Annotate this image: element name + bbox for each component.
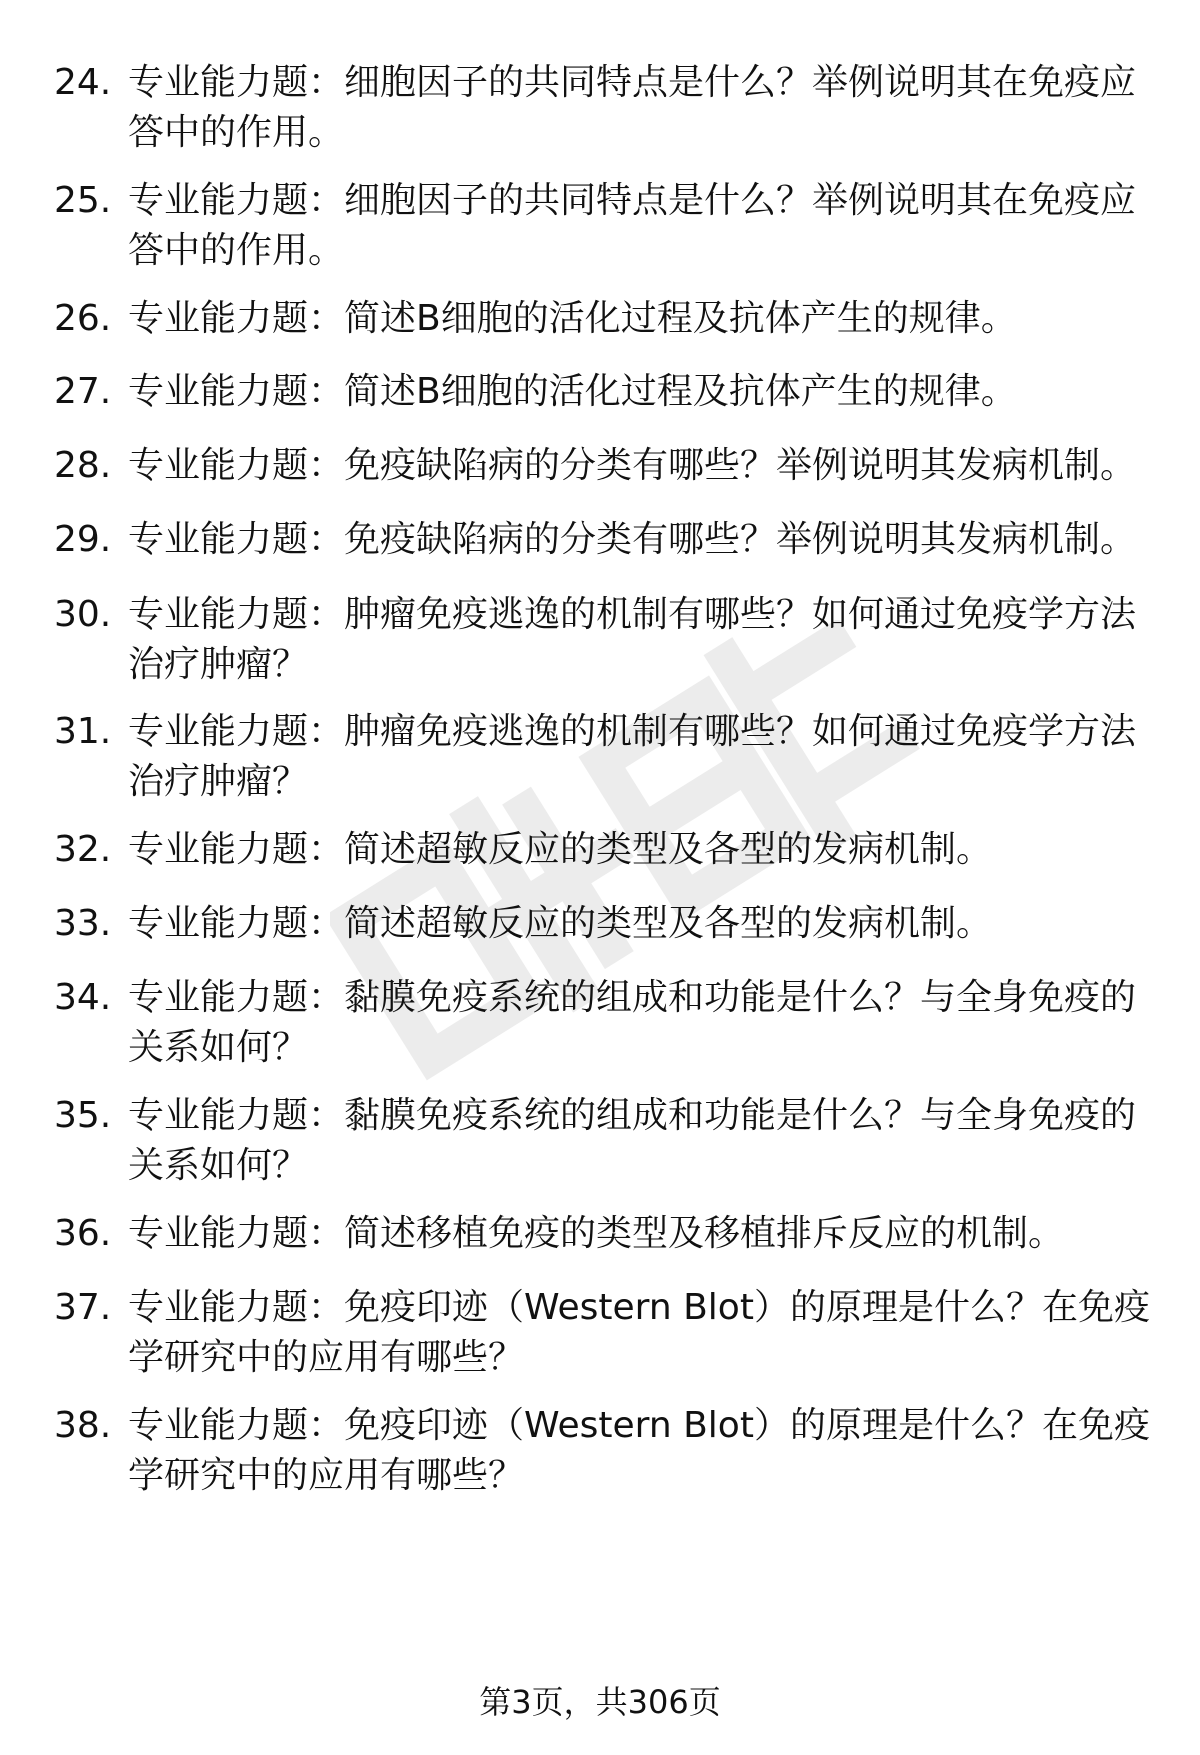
question-text-line <box>128 825 1148 875</box>
question-category-label: 专业能力题： <box>128 298 345 339</box>
question-line-text: 答中的作用。 <box>128 112 345 153</box>
question-text-line <box>128 58 1148 108</box>
question-line-text: 免疫印迹（Western Blot）的原理是什么？在免疫 <box>344 1287 1150 1328</box>
question-line-text: 关系如何？ <box>128 1145 309 1186</box>
question-line-text: 肿瘤免疫逃逸的机制有哪些？如何通过免疫学方法 <box>344 594 1137 635</box>
question-line-text: 治疗肿瘤？ <box>128 644 309 685</box>
question-number: 24. <box>54 62 112 103</box>
question-text <box>128 825 1148 875</box>
question-category-label: 专业能力题： <box>128 711 345 752</box>
question-line-text: 细胞因子的共同特点是什么？举例说明其在免疫应 <box>344 62 1137 103</box>
question-number: 26. <box>54 298 112 339</box>
question-category-label: 专业能力题： <box>128 594 345 635</box>
question-line-text: 黏膜免疫系统的组成和功能是什么？与全身免疫的 <box>344 977 1137 1018</box>
question-number: 27. <box>54 371 112 412</box>
question-line-text: 学研究中的应用有哪些？ <box>128 1337 525 1378</box>
question-category-label: 专业能力题： <box>128 903 345 944</box>
question-number: 35. <box>54 1095 112 1136</box>
question-text <box>128 899 1148 949</box>
question-number: 28. <box>54 445 112 486</box>
question-number: 30. <box>54 594 112 635</box>
question-text-line <box>128 1333 1148 1383</box>
question-text-line <box>128 1283 1148 1333</box>
question-line-text: 简述超敏反应的类型及各型的发病机制。 <box>344 829 993 870</box>
question-line-text: 肿瘤免疫逃逸的机制有哪些？如何通过免疫学方法 <box>344 711 1137 752</box>
question-text-line <box>128 899 1148 949</box>
question-line-text: 简述超敏反应的类型及各型的发病机制。 <box>344 903 993 944</box>
question-text-line <box>128 176 1148 226</box>
question-category-label: 专业能力题： <box>128 1405 345 1446</box>
question-text <box>128 515 1148 565</box>
question-line-text: 黏膜免疫系统的组成和功能是什么？与全身免疫的 <box>344 1095 1137 1136</box>
question-line-text: 细胞因子的共同特点是什么？举例说明其在免疫应 <box>344 180 1137 221</box>
question-text-line <box>128 1091 1148 1141</box>
question-text-line <box>128 1023 1148 1073</box>
question-text <box>128 441 1148 491</box>
question-text-line <box>128 1141 1148 1191</box>
question-number: 34. <box>54 977 112 1018</box>
question-text <box>128 1091 1148 1191</box>
question-text-line <box>128 367 1148 417</box>
question-number: 38. <box>54 1405 112 1446</box>
page-footer <box>0 1680 1200 1724</box>
question-text-line <box>128 294 1148 344</box>
question-line-text: 免疫印迹（Western Blot）的原理是什么？在免疫 <box>344 1405 1150 1446</box>
question-number: 32. <box>54 829 112 870</box>
page-number-label: 第3页，共306页 <box>479 1683 721 1721</box>
question-text-line <box>128 1451 1148 1501</box>
question-category-label: 专业能力题： <box>128 1095 345 1136</box>
question-number: 31. <box>54 711 112 752</box>
question-text <box>128 1401 1148 1501</box>
question-category-label: 专业能力题： <box>128 977 345 1018</box>
question-text <box>128 590 1148 690</box>
question-category-label: 专业能力题： <box>128 62 345 103</box>
question-number: 37. <box>54 1287 112 1328</box>
question-text-line <box>128 757 1148 807</box>
question-text-line <box>128 640 1148 690</box>
question-category-label: 专业能力题： <box>128 1213 345 1254</box>
question-text-line <box>128 1401 1148 1451</box>
question-line-text: 关系如何？ <box>128 1027 309 1068</box>
question-number: 25. <box>54 180 112 221</box>
question-category-label: 专业能力题： <box>128 445 345 486</box>
question-category-label: 专业能力题： <box>128 829 345 870</box>
question-line-text: 简述B细胞的活化过程及抗体产生的规律。 <box>344 298 1017 339</box>
question-line-text: 简述B细胞的活化过程及抗体产生的规律。 <box>344 371 1017 412</box>
question-number: 36. <box>54 1213 112 1254</box>
question-text <box>128 367 1148 417</box>
question-line-text: 免疫缺陷病的分类有哪些？举例说明其发病机制。 <box>344 445 1137 486</box>
question-text-line <box>128 226 1148 276</box>
question-text-line <box>128 973 1148 1023</box>
question-line-text: 学研究中的应用有哪些？ <box>128 1455 525 1496</box>
question-text-line <box>128 515 1148 565</box>
question-category-label: 专业能力题： <box>128 371 345 412</box>
question-text-line <box>128 441 1148 491</box>
question-line-text: 免疫缺陷病的分类有哪些？举例说明其发病机制。 <box>344 519 1137 560</box>
question-text <box>128 707 1148 807</box>
question-text <box>128 176 1148 276</box>
question-text-line <box>128 707 1148 757</box>
question-line-text: 答中的作用。 <box>128 230 345 271</box>
question-text <box>128 294 1148 344</box>
question-text-line <box>128 590 1148 640</box>
question-category-label: 专业能力题： <box>128 519 345 560</box>
question-category-label: 专业能力题： <box>128 180 345 221</box>
question-line-text: 治疗肿瘤？ <box>128 761 309 802</box>
question-category-label: 专业能力题： <box>128 1287 345 1328</box>
question-text-line <box>128 108 1148 158</box>
question-text <box>128 1283 1148 1383</box>
question-line-text: 简述移植免疫的类型及移植排斥反应的机制。 <box>344 1213 1065 1254</box>
question-text <box>128 973 1148 1073</box>
question-number: 29. <box>54 519 112 560</box>
question-text <box>128 58 1148 158</box>
question-text-line <box>128 1209 1148 1259</box>
question-number: 33. <box>54 903 112 944</box>
question-text <box>128 1209 1148 1259</box>
